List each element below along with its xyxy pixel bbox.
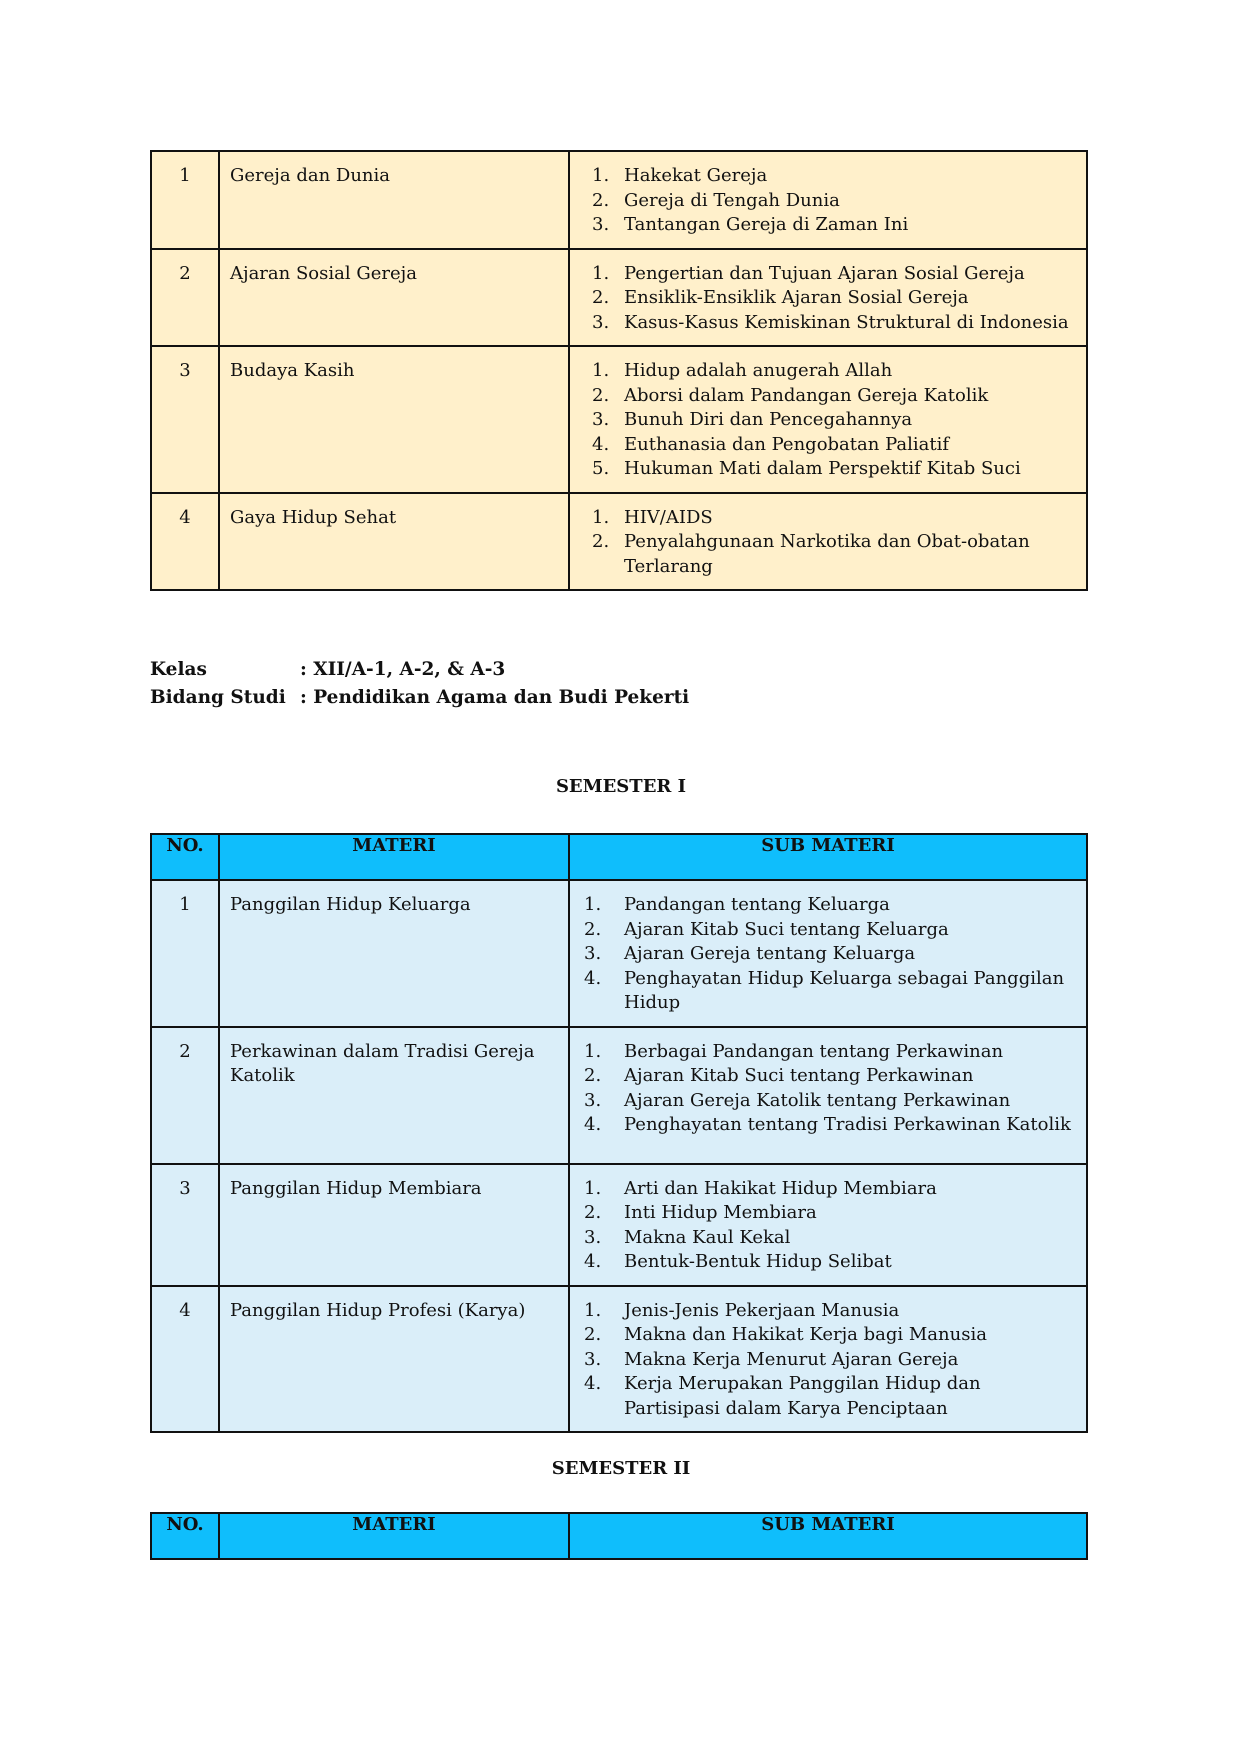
table-row <box>151 151 1087 249</box>
kelas-label: Kelas <box>150 659 207 680</box>
sub-materi-text: Pandangan tentang Keluarga <box>624 894 890 915</box>
list-number: 1. <box>584 1299 602 1321</box>
table-row <box>151 1164 1087 1286</box>
sub-materi-item <box>570 1226 1076 1251</box>
list-number: 3. <box>584 1348 602 1370</box>
sub-materi-text: Tantangan Gereja di Zaman Ini <box>624 214 909 235</box>
sub-materi-cell <box>569 880 1087 1027</box>
sub-materi-cell <box>569 151 1087 249</box>
sub-materi-item <box>570 506 1076 531</box>
sub-materi-item <box>570 1299 1076 1324</box>
sub-materi-item <box>570 262 1076 287</box>
sub-materi-text: Kasus-Kasus Kemiskinan Struktural di Indonesia <box>624 311 1069 333</box>
row-number: 3 <box>151 1164 219 1286</box>
sub-materi-item <box>570 1348 1076 1373</box>
header-sub-materi: SUB MATERI <box>569 1513 1087 1559</box>
sub-materi-text: Hakekat Gereja <box>624 165 768 186</box>
sub-materi-item <box>570 286 1076 311</box>
row-number: 4 <box>151 493 219 591</box>
sub-materi-text: Ajaran Gereja Katolik tentang Perkawinan <box>624 1089 1011 1111</box>
list-number: 1. <box>592 506 610 528</box>
row-number: 1 <box>151 151 219 249</box>
sub-materi-item <box>570 1250 1076 1275</box>
sub-materi-cell <box>569 1027 1087 1164</box>
sub-materi-text: Aborsi dalam Pandangan Gereja Katolik <box>624 384 989 406</box>
sub-materi-item <box>570 433 1076 458</box>
sub-materi-text: Ajaran Kitab Suci tentang Keluarga <box>624 918 949 940</box>
list-number: 4. <box>592 433 610 455</box>
sub-materi-text: Makna Kaul Kekal <box>624 1226 791 1248</box>
list-number: 1. <box>584 1177 602 1199</box>
sub-materi-text: Berbagai Pandangan tentang Perkawinan <box>624 1040 1004 1062</box>
table-row <box>151 880 1087 1027</box>
sub-materi-list <box>570 262 1076 336</box>
list-number: 3. <box>592 311 610 333</box>
row-number: 2 <box>151 249 219 347</box>
list-number: 3. <box>584 943 602 964</box>
sub-materi-item <box>570 942 1076 967</box>
sub-materi-text: Penghayatan tentang Tradisi Perkawinan Katolik <box>624 1114 1071 1135</box>
row-number: 3 <box>151 346 219 493</box>
header-no: NO. <box>151 1513 219 1559</box>
list-number: 1. <box>584 1040 602 1062</box>
list-number: 2. <box>584 1202 602 1223</box>
sub-materi-item <box>570 1177 1076 1202</box>
sub-materi-item <box>570 457 1076 482</box>
sub-materi-item <box>570 530 1076 579</box>
sub-materi-text: Inti Hidup Membiara <box>624 1202 817 1223</box>
table-row <box>151 346 1087 493</box>
sub-materi-text: Arti dan Hakikat Hidup Membiara <box>624 1177 937 1199</box>
row-number: 2 <box>151 1027 219 1164</box>
list-number: 2. <box>584 1324 602 1345</box>
sub-materi-list <box>570 1177 1076 1275</box>
list-number: 1. <box>592 165 610 186</box>
sub-materi-text: Hukuman Mati dalam Perspektif Kitab Suci <box>624 458 1021 479</box>
kelas-value: : XII/A-1, A-2, & A-3 <box>300 659 506 680</box>
sub-materi-item <box>570 1113 1076 1138</box>
sub-materi-text: Bunuh Diri dan Pencegahannya <box>624 409 913 430</box>
list-number: 3. <box>584 1089 602 1111</box>
sub-materi-text: Penyalahgunaan Narkotika dan Obat-obatan Terlarang <box>624 531 1030 577</box>
sub-materi-item <box>570 1089 1076 1114</box>
sub-materi-text: Makna Kerja Menurut Ajaran Gereja <box>624 1348 959 1370</box>
syllabus-table-continued <box>150 150 1088 591</box>
sub-materi-item <box>570 164 1076 189</box>
list-number: 2. <box>584 1065 602 1086</box>
sub-materi-text: Bentuk-Bentuk Hidup Selibat <box>624 1251 892 1272</box>
semester-1-title: SEMESTER I <box>555 776 687 797</box>
bidang-studi-line <box>150 687 689 708</box>
semester-2-title: SEMESTER II <box>551 1458 691 1479</box>
bidang-studi-value: : Pendidikan Agama dan Budi Pekerti <box>300 687 690 708</box>
sub-materi-list <box>570 893 1076 1016</box>
list-number: 5. <box>592 458 610 479</box>
list-number: 2. <box>592 531 610 552</box>
list-number: 4. <box>584 1373 602 1394</box>
sub-materi-item <box>570 1372 1076 1421</box>
sub-materi-list <box>570 1040 1076 1138</box>
sub-materi-item <box>570 1040 1076 1065</box>
sub-materi-item <box>570 918 1076 943</box>
list-number: 2. <box>584 918 602 940</box>
materi-cell: Panggilan Hidup Membiara <box>219 1164 569 1286</box>
list-number: 1. <box>592 360 610 381</box>
table-row <box>151 493 1087 591</box>
materi-cell: Ajaran Sosial Gereja <box>219 249 569 347</box>
materi-cell: Perkawinan dalam Tradisi Gereja Katolik <box>219 1027 569 1164</box>
table-header-row <box>151 1513 1087 1559</box>
sub-materi-text: Penghayatan Hidup Keluarga sebagai Panggilan Hidup <box>624 967 1065 1013</box>
sub-materi-text: Ajaran Gereja tentang Keluarga <box>624 943 916 964</box>
materi-cell: Gaya Hidup Sehat <box>219 493 569 591</box>
sub-materi-text: Ajaran Kitab Suci tentang Perkawinan <box>624 1065 974 1086</box>
header-materi: MATERI <box>219 1513 569 1559</box>
list-number: 3. <box>584 1226 602 1248</box>
semester-2-table <box>150 1512 1088 1560</box>
list-number: 4. <box>584 1251 602 1272</box>
header-sub-materi: SUB MATERI <box>569 834 1087 880</box>
list-number: 1. <box>592 262 610 284</box>
sub-materi-cell <box>569 493 1087 591</box>
kelas-line <box>150 659 505 680</box>
header-materi: MATERI <box>219 834 569 880</box>
sub-materi-list <box>570 1299 1076 1422</box>
sub-materi-list <box>570 506 1076 580</box>
sub-materi-item <box>570 311 1076 336</box>
list-number: 2. <box>592 189 610 211</box>
sub-materi-list <box>570 164 1076 238</box>
sub-materi-item <box>570 893 1076 918</box>
sub-materi-text: Ensiklik-Ensiklik Ajaran Sosial Gereja <box>624 287 969 308</box>
sub-materi-text: Gereja di Tengah Dunia <box>624 189 840 211</box>
list-number: 2. <box>592 287 610 308</box>
sub-materi-item <box>570 1064 1076 1089</box>
sub-materi-cell <box>569 1286 1087 1433</box>
list-number: 2. <box>592 384 610 406</box>
list-number: 3. <box>592 214 610 235</box>
row-number: 4 <box>151 1286 219 1433</box>
sub-materi-cell <box>569 346 1087 493</box>
sub-materi-text: HIV/AIDS <box>624 506 713 528</box>
materi-cell: Budaya Kasih <box>219 346 569 493</box>
sub-materi-text: Hidup adalah anugerah Allah <box>624 360 893 381</box>
sub-materi-item <box>570 189 1076 214</box>
sub-materi-text: Kerja Merupakan Panggilan Hidup dan Partisipasi dalam Karya Penciptaan <box>624 1373 981 1419</box>
list-number: 4. <box>584 1114 602 1135</box>
list-number: 1. <box>584 894 602 915</box>
list-number: 4. <box>584 967 602 989</box>
sub-materi-list <box>570 359 1076 482</box>
sub-materi-cell <box>569 1164 1087 1286</box>
sub-materi-item <box>570 213 1076 238</box>
materi-cell: Panggilan Hidup Keluarga <box>219 880 569 1027</box>
sub-materi-cell <box>569 249 1087 347</box>
table-row <box>151 249 1087 347</box>
sub-materi-item <box>570 1323 1076 1348</box>
sub-materi-text: Pengertian dan Tujuan Ajaran Sosial Gereja <box>624 262 1025 284</box>
bidang-studi-label: Bidang Studi <box>150 687 286 708</box>
table-header-row <box>151 834 1087 880</box>
table-row <box>151 1286 1087 1433</box>
table-row <box>151 1027 1087 1164</box>
sub-materi-item <box>570 1201 1076 1226</box>
materi-cell: Gereja dan Dunia <box>219 151 569 249</box>
semester-1-table <box>150 833 1088 1433</box>
sub-materi-item <box>570 967 1076 1016</box>
sub-materi-item <box>570 359 1076 384</box>
row-number: 1 <box>151 880 219 1027</box>
list-number: 3. <box>592 409 610 430</box>
sub-materi-text: Makna dan Hakikat Kerja bagi Manusia <box>624 1324 987 1345</box>
sub-materi-item <box>570 408 1076 433</box>
sub-materi-item <box>570 384 1076 409</box>
header-no: NO. <box>151 834 219 880</box>
sub-materi-text: Jenis-Jenis Pekerjaan Manusia <box>624 1299 900 1321</box>
sub-materi-text: Euthanasia dan Pengobatan Paliatif <box>624 433 950 455</box>
materi-cell: Panggilan Hidup Profesi (Karya) <box>219 1286 569 1433</box>
